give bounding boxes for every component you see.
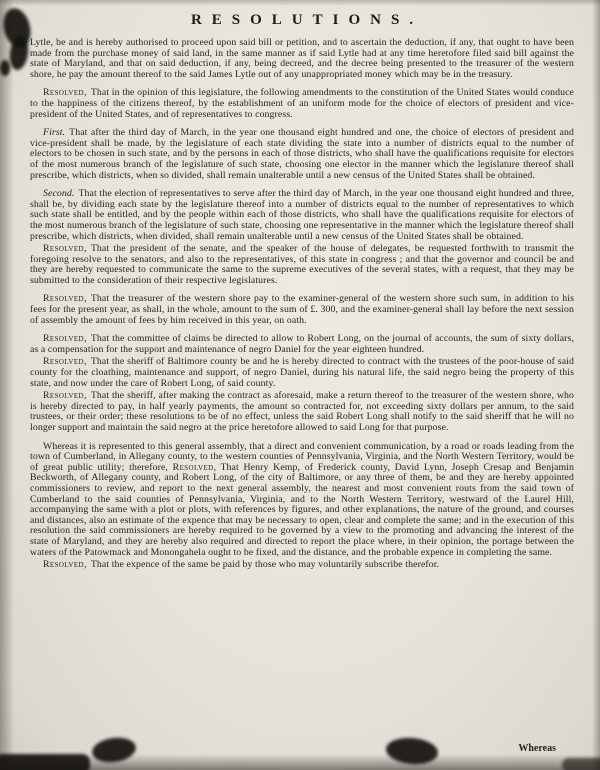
- paragraph-whereas-road: [30, 442, 574, 559]
- paragraph-first-amendment: [30, 128, 574, 181]
- paragraph-resolved-expence: [30, 560, 574, 571]
- catchword: Whereas: [518, 743, 556, 754]
- paragraph-lead: Resolved,: [43, 293, 87, 305]
- paragraph-text: That after the third day of March, in the year one thousand eight hundred and one, the choice of electors of president and vice-president shall be made, by the legislature of each state dividing the state into a number of districts equal to the number of electors to be chosen in such state, and by the persons in each of those districts, who shall have the qualifications requisite for electors of the most numerous branch of the legislature of such state, choosing one elector in the manner which the legislature thereof shall prescribe, which districts, when so divided, shall remain unalterable until a new census of the United States shall be obtained.: [30, 127, 574, 181]
- paragraph-lead: Resolved,: [43, 390, 87, 402]
- text-block: [30, 12, 574, 573]
- paragraph-text: That the treasurer of the western shore pay to the examiner-general of the western shore such sum, in addition to his fees for the present year, as shall, in the whole, amount to the sum of £. 300, and the examiner-general shall lay before the next session of assembly the amount of fees by him received in this year, on oath.: [30, 293, 574, 326]
- paragraph-second-amendment: [30, 189, 574, 242]
- paragraph-text: That the sheriff, after making the contract as aforesaid, make a return thereof to the treasurer of the western shore, who is hereby directed to pay, in half yearly payments, the amount so contracted for, not exceeding sixty dollars per annum, to the said trustees, or their order; these resolutions to be of no effect, unless the said Robert Long shall notify to the said sheriff that he will no longer support and maintain the said negro at the price heretofore allowed to said Long for that purpose.: [30, 390, 574, 433]
- paragraph-lead: Resolved,: [43, 87, 87, 99]
- paragraph-text: That the sheriff of Baltimore county be and he is hereby directed to contract with the trustees of the poor-house of said county for the cloathing, maintenance and support, of negro Daniel, during his natural life, the said negro being the property of this state, and now under the care of Robert Long, of said county.: [30, 356, 574, 389]
- paragraph-resolved-amendments: [30, 88, 574, 120]
- paragraph-text: Lytle, be and is hereby authorised to proceed upon said bill or petition, and to ascertain the deduction, if any, that ought to have been made from the purchase money of said land, in the same manner as if said Lytle had at any time heretofore filed said bill against the state of Maryland, and that on said deduction, if any, being decreed, and the decree being presented to the treasurer of the western shore, he pay the amount thereof to the said James Lytle out of any unappropriated money which may be in the treasury.: [30, 37, 574, 80]
- paragraph-lead: Second.: [43, 188, 75, 200]
- paragraph-resolved-sheriff-contract: [30, 357, 574, 389]
- paragraph-lead: Resolved,: [43, 333, 87, 345]
- paragraph-text-pre: Whereas it is represented to this general assembly, that a direct and convenient communication, by a road or roads leading from the town of Cumberland, in Allegany county, to the western counties of Pennsylvania, Virginia, and the North Western Territory, would be of great public utility; therefore,: [30, 440, 574, 473]
- paragraph-lead: Resolved,: [43, 356, 87, 368]
- paragraph-lead: Resolved,: [172, 461, 217, 473]
- scan-edge-shadow-right: [592, 0, 600, 770]
- ink-smudge: [0, 754, 90, 770]
- paragraph-lytle-continuation: [30, 38, 574, 80]
- scan-edge-shadow-left: [0, 0, 14, 770]
- page-title: RESOLUTIONS.: [190, 12, 424, 28]
- paragraph-text: That the expence of the same be paid by those who may voluntarily subscribe therefor.: [90, 559, 440, 571]
- paragraph-resolved-sheriff-return: [30, 391, 574, 433]
- paragraph-resolved-claims: [30, 334, 574, 355]
- paragraph-lead: Resolved,: [43, 559, 87, 571]
- paragraph-text: That in the opinion of this legislature, the following amendments to the constitution of the United States would conduce to the happiness of the citizens thereof, by the establishment of an uniform mode for the choice of electors of president and vice-president of the United States, and of representatives to congress.: [30, 87, 574, 120]
- paragraph-resolved-transmit: [30, 244, 574, 286]
- paragraph-lead: First.: [43, 127, 66, 139]
- ink-smudge: [0, 60, 10, 76]
- paragraph-text: That the election of representatives to serve after the third day of March, in the year one thousand eight hundred and three, shall be, by dividing each state by the legislature thereof into a number of districts equal to the number of representatives to which such state shall be entitled, and by the people within each of those districts, who shall have the qualifications requisite for electors of the most numerous branch of the legislature of such state, choosing one representative in the manner which the legislature thereof shall prescribe, which districts, when divided, shall remain unalterable until a new census of the United States shall be obtained.: [30, 188, 574, 242]
- paragraph-text: That the committee of claims be directed to allow to Robert Long, on the journal of accounts, the sum of sixty dollars, as a compensation for the support and maintenance of negro Daniel for the year eighteen hundred.: [30, 333, 574, 355]
- scan-edge-shadow-bottom: [0, 754, 600, 770]
- scan-edge-shadow-top: [0, 0, 600, 6]
- paragraph-text: That the president of the senate, and the speaker of the house of delegates, be requested forthwith to transmit the foregoing resolve to the senators, and also to the representatives, of this state in congress ; and that the governor and council be and they are hereby requested to communicate the same to the supreme executives of the several states, with a request, that they may be submitted to the consideration of their respective legislatures.: [30, 243, 574, 286]
- ink-smudge: [562, 758, 600, 770]
- paragraph-lead: Resolved,: [43, 243, 87, 255]
- paragraph-text-post: That Henry Kemp, of Frederick county, David Lynn, Joseph Cresap and Benjamin Beckworth, of Allegany county, and Robert Long, of the city of Baltimore, or any three of them, be and they are hereby appointed commissioners to review, and report to the next general assembly, the nearest and most convenient routs from the said town of Cumberland to the said counties of Pennsylvania, Virginia, and to the North Western Territory, westward of the Laurel Hill, accompanying the same with a plot or plots, with references by figures, and other explanations, the nature of the ground, and courses and distances, also an estimate of the expence that may be necessary to open, clear and complete the same; and in the execution of this resolution the said commissioners are hereby required to be governed by a view to the promoting and advancing the interest of the state of Maryland, and they are hereby also required and directed to report the place where, in their opinion, the portage between the waters of the Patowmack and Monongahela ought to be fixed, and the distance, and the probable expence in completing the same.: [30, 461, 575, 558]
- paragraph-resolved-treasurer: [30, 294, 574, 326]
